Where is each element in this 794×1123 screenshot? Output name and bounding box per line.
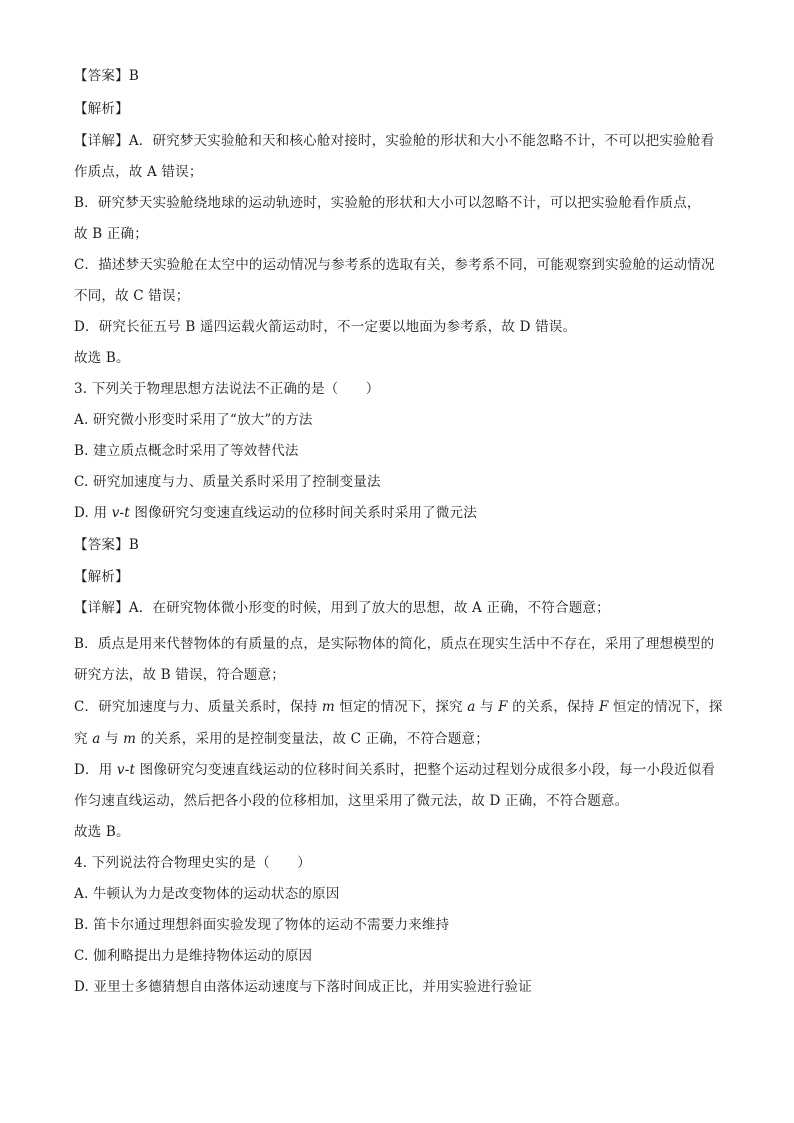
detail-segment: 的关系，保持 <box>507 699 599 715</box>
detail-text <box>74 697 724 717</box>
detail-text <box>74 729 724 749</box>
detail-segment: 的关系，采用的是控制变量法，故 C 正确，不符合题意； <box>136 731 489 747</box>
detail-text: D．研究长征五号 B 遥四运载火箭运动时，不一定要以地面为参考系，故 D 错误。 <box>74 319 577 335</box>
detail-text: C．描述梦天实验舱在太空中的运动情况与参考系的选取有关，参考系不同，可能观察到实验舱的运动情况 <box>74 257 715 273</box>
detail-line <box>74 598 724 618</box>
detail-text: 故选 B。 <box>74 350 130 366</box>
var-vt: v-t <box>116 762 136 778</box>
option-d-text: D. 用 <box>74 505 112 521</box>
detail-text <box>74 760 724 780</box>
detail-segment: C．研究加速度与力、质量关系时，保持 <box>74 699 322 715</box>
var-a: a <box>467 699 476 715</box>
question-stem: 4. 下列说法符合物理史实的是（ ） <box>74 855 311 871</box>
option-b: B. 笛卡尔通过理想斜面实验发现了物体的运动不需要力来维持 <box>74 917 450 933</box>
detail-line <box>74 131 724 151</box>
option-a: A. 研究微小形变时采用了“放大”的方法 <box>74 412 313 428</box>
answer-tag: 【答案】 <box>74 537 129 553</box>
option-d-var: v-t <box>111 505 130 521</box>
answer-line <box>74 66 724 86</box>
answer-tag: 【答案】 <box>74 68 129 84</box>
detail-text: 作质点，故 A 错误； <box>74 164 203 180</box>
detail-text: B．研究梦天实验舱绕地球的运动轨迹时，实验舱的形状和大小可以忽略不计，可以把实验舱看作质点， <box>74 195 701 211</box>
detail-text: 作匀速直线运动，然后把各小段的位移相加，这里采用了微元法，故 D 正确，不符合题意。 <box>74 793 629 809</box>
detail-segment: 恒定的情况下，探 <box>608 699 723 715</box>
detail-text: 研究方法，故 B 错误，符合题意； <box>74 667 285 683</box>
answer-line <box>74 535 724 555</box>
detail-text: B．质点是用来代替物体的有质量的点，是实际物体的简化，质点在现实生活中不存在，采用了理想模型的 <box>74 636 715 652</box>
var-m: m <box>321 699 335 715</box>
analysis-tag: 【解析】 <box>74 101 129 117</box>
detail-text: A．研究梦天实验舱和天和核心舱对接时，实验舱的形状和大小不能忽略不计，不可以把实验舱看 <box>128 133 715 149</box>
option-d: D. 亚里士多德猜想自由落体运动速度与下落时间成正比，并用实验进行验证 <box>74 979 532 995</box>
detail-segment: 与 <box>100 731 124 747</box>
var-f: F <box>498 699 508 715</box>
detail-text: A．在研究物体微小形变的时候，用到了放大的思想，故 A 正确，不符合题意； <box>128 600 610 616</box>
option-d-text: 图像研究匀变速直线运动的位移时间关系时采用了微元法 <box>129 505 477 521</box>
option-c: C. 伽利略提出力是维持物体运动的原因 <box>74 948 313 964</box>
var-m: m <box>123 731 137 747</box>
option-b: B. 建立质点概念时采用了等效替代法 <box>74 443 299 459</box>
detail-segment: 恒定的情况下，探究 <box>334 699 468 715</box>
detail-text: 不同，故 C 错误； <box>74 288 190 304</box>
detail-segment: 与 <box>475 699 499 715</box>
option-a: A. 牛顿认为力是改变物体的运动状态的原因 <box>74 886 340 902</box>
var-f: F <box>598 699 609 715</box>
var-a: a <box>92 731 101 747</box>
detail-tag: 【详解】 <box>74 133 129 149</box>
detail-segment: D．用 <box>74 762 117 778</box>
detail-segment: 究 <box>74 731 93 747</box>
detail-text: 故 B 正确； <box>74 226 148 242</box>
detail-text: 故选 B。 <box>74 824 130 840</box>
option-c: C. 研究加速度与力、质量关系时采用了控制变量法 <box>74 474 381 490</box>
detail-segment: 图像研究匀变速直线运动的位移时间关系时，把整个运动过程划分成很多小段，每一小段近似看 <box>135 762 716 778</box>
analysis-tag: 【解析】 <box>74 569 129 585</box>
question-stem: 3. 下列关于物理思想方法说法不正确的是（ ） <box>74 381 380 397</box>
detail-tag: 【详解】 <box>74 600 129 616</box>
answer-value: B <box>128 68 139 84</box>
option-d <box>74 503 724 523</box>
answer-value: B <box>128 537 139 553</box>
